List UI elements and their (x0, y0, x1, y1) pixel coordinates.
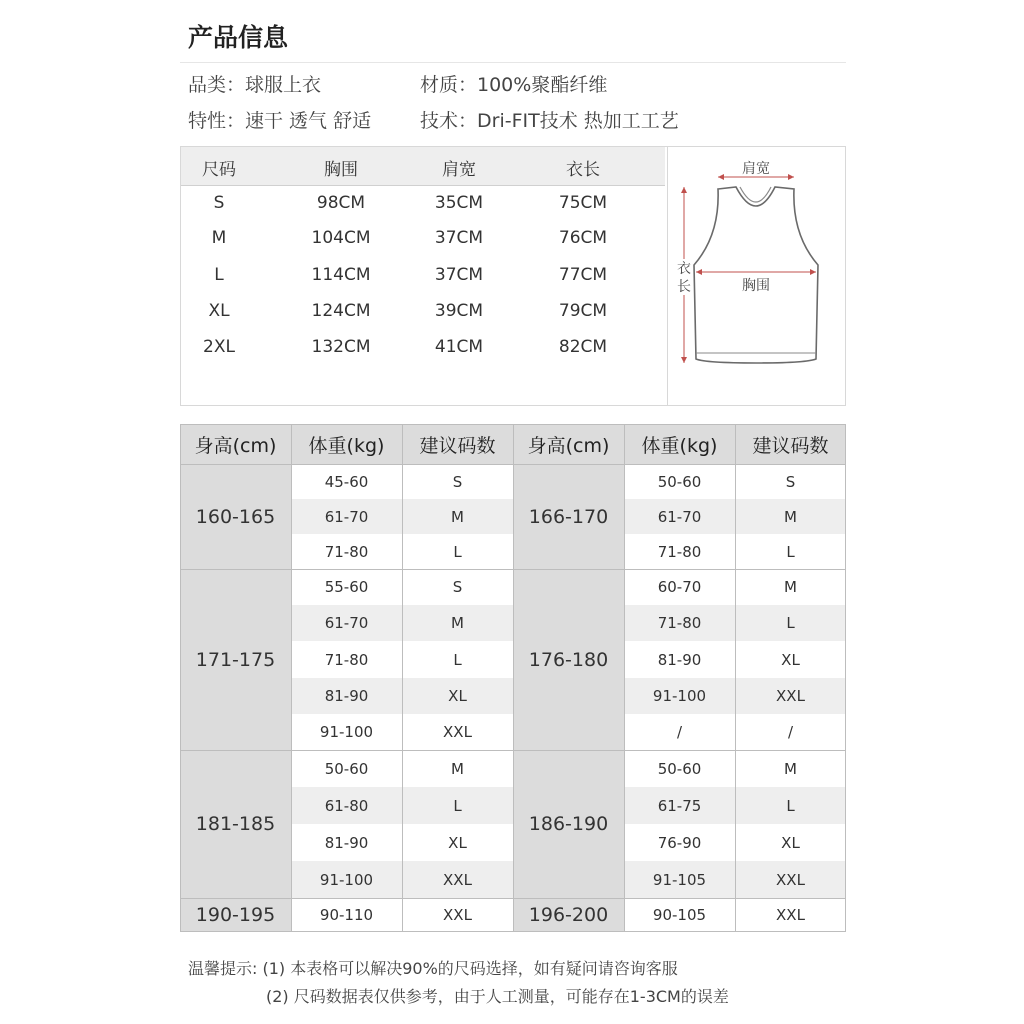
size-cell: XL (402, 678, 513, 714)
size-cell: S (402, 464, 513, 499)
shoulder-arrow-left (718, 174, 724, 180)
size-cell: XXL (735, 861, 846, 898)
weight-cell: 50-60 (291, 750, 402, 787)
weight-cell: 91-105 (624, 861, 735, 898)
size-cell-shoulder: 41CM (434, 337, 484, 357)
size-cell: M (402, 499, 513, 534)
grid-vline (735, 424, 736, 932)
height-range-cell: 160-165 (180, 464, 291, 569)
height-range-cell: 176-180 (513, 569, 624, 750)
size-cell: S (735, 464, 846, 499)
info-tech: 技术：Dri-FIT技术 热加工工艺 (420, 110, 679, 132)
size-cell-size: 2XL (203, 337, 235, 357)
size-cell-length: 75CM (558, 193, 608, 213)
grid-hline (180, 569, 846, 570)
chest-arrow-right (810, 269, 816, 275)
weight-cell: 45-60 (291, 464, 402, 499)
grid-hline (180, 464, 846, 465)
header-cell: 体重(kg) (624, 424, 735, 464)
size-cell: M (402, 605, 513, 641)
size-cell-length: 82CM (558, 337, 608, 357)
header-cell: 身高(cm) (513, 424, 624, 464)
size-header-chest: 胸围 (324, 160, 358, 180)
weight-cell: 61-75 (624, 787, 735, 824)
grid-vline (402, 424, 403, 932)
weight-cell: 50-60 (624, 750, 735, 787)
size-cell: M (735, 499, 846, 534)
size-cell-length: 79CM (558, 301, 608, 321)
info-features: 特性：速干 透气 舒适 (188, 110, 372, 132)
height-range-cell: 181-185 (180, 750, 291, 898)
shoulder-arrow-right (788, 174, 794, 180)
size-cell: S (402, 569, 513, 605)
info-category: 品类：球服上衣 (188, 74, 322, 96)
header-cell: 体重(kg) (291, 424, 402, 464)
size-cell-size: M (211, 228, 227, 248)
size-cell: XXL (735, 678, 846, 714)
size-cell-shoulder: 39CM (434, 301, 484, 321)
grid-hline (180, 750, 846, 751)
grid-hline (180, 424, 846, 425)
weight-cell: 90-110 (291, 898, 402, 932)
size-cell: XL (735, 641, 846, 678)
page-title: 产品信息 (188, 23, 289, 52)
size-header-size: 尺码 (202, 160, 236, 180)
weight-cell: 61-80 (291, 787, 402, 824)
size-recommendation-table (180, 424, 846, 935)
header-cell: 建议码数 (402, 424, 513, 464)
length-label-bottom: 长 (677, 279, 691, 295)
weight-cell: 71-80 (624, 534, 735, 569)
size-cell-chest: 124CM (311, 301, 371, 321)
size-cell: XXL (402, 898, 513, 932)
weight-cell: 91-100 (624, 678, 735, 714)
weight-cell: 55-60 (291, 569, 402, 605)
note-line-2: (2) 尺码数据表仅供参考，由于人工测量，可能存在1-3CM的误差 (266, 987, 729, 1006)
grid-vline (624, 424, 625, 932)
size-cell-shoulder: 35CM (434, 193, 484, 213)
size-cell: L (402, 787, 513, 824)
grid-vline (845, 424, 846, 932)
height-range-cell: 166-170 (513, 464, 624, 569)
grid-vline (180, 424, 181, 932)
weight-cell: 90-105 (624, 898, 735, 932)
size-cell: XL (735, 824, 846, 861)
size-cell: M (735, 569, 846, 605)
grid-hline (180, 931, 846, 932)
size-cell: / (735, 714, 846, 750)
size-cell-size: S (213, 193, 225, 213)
height-range-cell: 196-200 (513, 898, 624, 932)
weight-cell: 91-100 (291, 714, 402, 750)
height-range-cell: 186-190 (513, 750, 624, 898)
size-header-shoulder: 肩宽 (442, 160, 476, 180)
weight-cell: 61-70 (291, 499, 402, 534)
shoulder-label: 肩宽 (742, 161, 770, 177)
weight-cell: 76-90 (624, 824, 735, 861)
size-cell-length: 77CM (558, 265, 608, 285)
info-material: 材质：100%聚酯纤维 (420, 74, 608, 96)
chest-label: 胸围 (742, 278, 770, 294)
weight-cell: 50-60 (624, 464, 735, 499)
size-cell: L (402, 641, 513, 678)
size-cell: L (402, 534, 513, 569)
jersey-svg (668, 147, 846, 405)
weight-cell: 71-80 (291, 641, 402, 678)
size-cell-size: L (214, 265, 224, 285)
header-cell: 身高(cm) (180, 424, 291, 464)
weight-cell: 61-70 (291, 605, 402, 641)
weight-cell: 61-70 (624, 499, 735, 534)
title-divider (180, 62, 846, 63)
size-cell: L (735, 534, 846, 569)
size-header-length: 衣长 (566, 160, 600, 180)
weight-cell: 60-70 (624, 569, 735, 605)
size-cell: L (735, 787, 846, 824)
weight-cell: 81-90 (291, 678, 402, 714)
weight-cell: / (624, 714, 735, 750)
weight-cell: 81-90 (624, 641, 735, 678)
length-label-top: 衣 (677, 261, 691, 277)
size-cell-size: XL (208, 301, 230, 321)
grid-vline (513, 424, 514, 932)
height-range-cell: 190-195 (180, 898, 291, 932)
weight-cell: 71-80 (291, 534, 402, 569)
size-cell-chest: 114CM (311, 265, 371, 285)
size-cell-shoulder: 37CM (434, 265, 484, 285)
length-arrow-bottom (681, 357, 687, 363)
size-cell: M (735, 750, 846, 787)
weight-cell: 71-80 (624, 605, 735, 641)
size-chart (180, 146, 846, 406)
note-line-1: 温馨提示: (1) 本表格可以解决90%的尺码选择，如有疑问请咨询客服 (188, 959, 678, 978)
size-cell: M (402, 750, 513, 787)
size-cell-chest: 98CM (316, 193, 366, 213)
size-cell-chest: 132CM (311, 337, 371, 357)
size-cell: XXL (735, 898, 846, 932)
chest-arrow-left (696, 269, 702, 275)
height-range-cell: 171-175 (180, 569, 291, 750)
jersey-diagram (667, 147, 846, 405)
size-cell: XL (402, 824, 513, 861)
size-cell-chest: 104CM (311, 228, 371, 248)
grid-vline (291, 424, 292, 932)
length-arrow-top (681, 187, 687, 193)
size-cell-shoulder: 37CM (434, 228, 484, 248)
size-cell-length: 76CM (558, 228, 608, 248)
grid-hline (180, 898, 846, 899)
weight-cell: 91-100 (291, 861, 402, 898)
size-cell: XXL (402, 714, 513, 750)
jersey-outline (694, 187, 818, 363)
header-cell: 建议码数 (735, 424, 846, 464)
size-cell: XXL (402, 861, 513, 898)
weight-cell: 81-90 (291, 824, 402, 861)
size-cell: L (735, 605, 846, 641)
